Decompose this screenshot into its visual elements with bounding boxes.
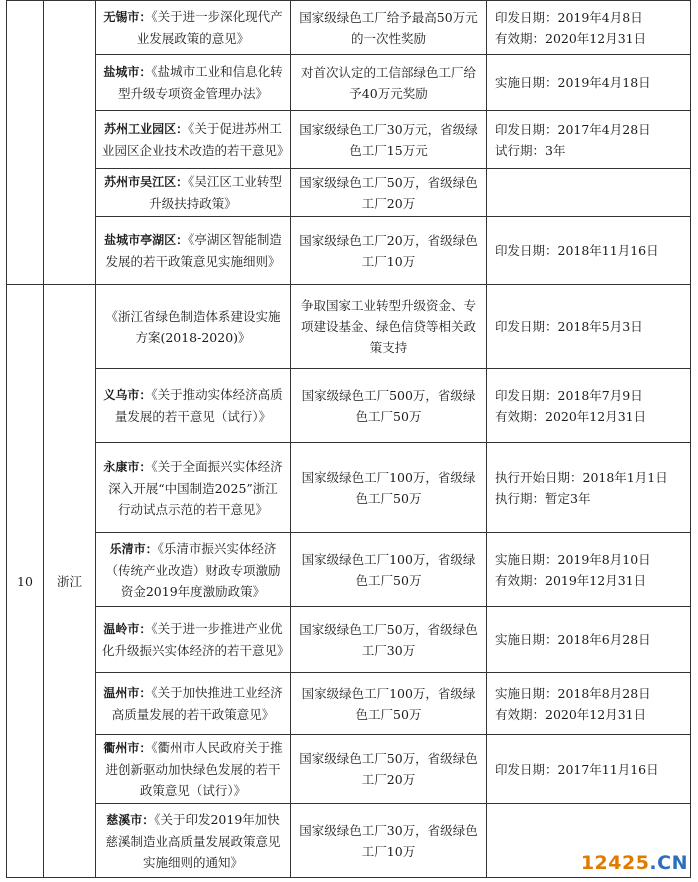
date-line: 有效期：2020年12月31日	[495, 30, 647, 46]
table-row	[7, 169, 691, 217]
support-cell: 国家级绿色工厂100万，省级绿色工厂50万	[291, 443, 487, 533]
support-cell: 国家级绿色工厂500万，省级绿色工厂50万	[291, 369, 487, 443]
date-line: 有效期：2020年12月31日	[495, 706, 647, 722]
policy-cell	[96, 55, 291, 111]
policy-cell	[96, 369, 291, 443]
date-line: 印发日期：2018年11月16日	[495, 243, 659, 258]
policy-title: 《亭湖区智能制造发展的若干政策意见实施细则》	[105, 232, 282, 269]
support-cell: 对首次认定的工信部绿色工厂给予40万元奖励	[291, 55, 487, 111]
city-label: 温州市：	[103, 686, 152, 700]
policy-title: 《乐清市振兴实体经济（传统产业改造）财政专项激励资金2019年度激励政策》	[105, 540, 281, 599]
date-cell	[487, 735, 691, 804]
policy-cell	[96, 735, 291, 804]
city-label: 慈溪市：	[106, 812, 155, 827]
support-cell: 国家级绿色工厂30万元，省级绿色工厂15万元	[291, 111, 487, 169]
date-line: 印发日期：2018年5月3日	[495, 319, 643, 334]
date-cell	[487, 169, 691, 217]
table-row	[7, 111, 691, 169]
policy-cell	[96, 804, 291, 878]
date-cell	[487, 1, 691, 55]
table-row	[7, 55, 691, 111]
support-cell: 国家级绿色工厂100万，省级绿色工厂50万	[291, 533, 487, 607]
support-cell: 国家级绿色工厂50万，省级绿色工厂30万	[291, 607, 487, 673]
policy-title: 《衢州市人民政府关于推进创新驱动加快绿色发展的若干政策意见（试行）》	[105, 740, 283, 798]
date-line: 实施日期：2018年8月28日	[495, 685, 651, 701]
table-row	[7, 369, 691, 443]
date-cell	[487, 673, 691, 735]
policy-cell	[96, 285, 291, 369]
policy-title: 《浙江省绿色制造体系建设实施方案(2018-2020)》	[105, 308, 281, 345]
city-label: 苏州市吴江区：	[104, 175, 189, 189]
policy-title: 《关于促进苏州工业园区企业技术改造的若干意见》	[102, 121, 290, 158]
support-cell: 国家级绿色工厂50万，省级绿色工厂20万	[291, 735, 487, 804]
policy-title: 《吴江区工业转型升级扶持政策》	[149, 174, 282, 211]
policy-table-body	[7, 1, 691, 878]
row-number-cell: 10	[7, 285, 44, 878]
date-cell	[487, 607, 691, 673]
date-cell	[487, 369, 691, 443]
city-label: 义乌市：	[103, 388, 152, 402]
policy-title: 《关于全面振兴实体经济深入开展“中国制造2025”浙江行动试点示范的若干意见》	[108, 458, 283, 517]
date-cell	[487, 533, 691, 607]
policy-title: 《关于进一步推进产业优化升级振兴实体经济的若干意见》	[102, 621, 290, 658]
support-cell: 国家级绿色工厂给予最高50万元的一次性奖励	[291, 1, 487, 55]
table-row	[7, 533, 691, 607]
date-cell	[487, 443, 691, 533]
city-label: 无锡市：	[103, 10, 152, 24]
policy-cell	[96, 443, 291, 533]
table-row	[7, 217, 691, 285]
date-cell	[487, 285, 691, 369]
city-label: 盐城市亭湖区：	[104, 233, 189, 247]
date-line: 印发日期：2017年4月28日	[495, 121, 651, 137]
date-line: 印发日期：2017年11月16日	[495, 761, 659, 777]
table-row	[7, 285, 691, 369]
date-line: 印发日期：2018年7月9日	[495, 387, 643, 403]
policy-cell	[96, 533, 291, 607]
policy-table	[6, 0, 691, 878]
city-label: 永康市：	[103, 459, 152, 474]
policy-cell	[96, 607, 291, 673]
policy-cell	[96, 1, 291, 55]
table-row	[7, 1, 691, 55]
support-cell: 争取国家工业转型升级资金、专项建设基金、绿色信贷等相关政策支持	[291, 285, 487, 369]
policy-cell	[96, 169, 291, 217]
date-line: 执行期：暂定3年	[495, 490, 591, 506]
support-cell: 国家级绿色工厂30万，省级绿色工厂10万	[291, 804, 487, 878]
city-label: 衢州市：	[103, 741, 152, 755]
policy-title: 《关于进一步深化现代产业发展政策的意见》	[136, 9, 283, 46]
policy-cell	[96, 111, 291, 169]
date-cell	[487, 55, 691, 111]
date-line: 有效期：2020年12月31日	[495, 408, 647, 424]
date-line: 有效期：2019年12月31日	[495, 572, 647, 588]
date-cell	[487, 217, 691, 285]
date-line: 实施日期：2019年4月18日	[495, 75, 651, 90]
city-label: 乐清市：	[109, 541, 158, 556]
date-line: 执行开始日期：2018年1月1日	[495, 469, 668, 485]
date-line: 试行期：3年	[495, 142, 566, 158]
row-number-cell	[7, 1, 44, 285]
table-row	[7, 673, 691, 735]
table-row	[7, 735, 691, 804]
support-cell: 国家级绿色工厂20万，省级绿色工厂10万	[291, 217, 487, 285]
province-cell: 浙江	[44, 285, 96, 878]
policy-title: 《关于加快推进工业经济高质量发展的若干政策意见》	[111, 685, 283, 722]
table-row	[7, 443, 691, 533]
policy-cell	[96, 673, 291, 735]
city-label: 盐城市：	[103, 65, 152, 79]
city-label: 温岭市：	[103, 622, 152, 636]
policy-cell	[96, 217, 291, 285]
date-cell	[487, 111, 691, 169]
policy-title: 《关于推动实体经济高质量发展的若干意见（试行）》	[114, 387, 283, 424]
site-watermark: 12425.CN	[580, 852, 688, 874]
support-cell: 国家级绿色工厂50万，省级绿色工厂20万	[291, 169, 487, 217]
date-line: 实施日期：2018年6月28日	[495, 632, 651, 647]
policy-title: 《盐城市工业和信息化转型升级专项资金管理办法》	[117, 64, 283, 101]
date-line: 实施日期：2019年8月10日	[495, 551, 651, 567]
date-line: 印发日期：2019年4月8日	[495, 9, 643, 25]
support-cell: 国家级绿色工厂100万，省级绿色工厂50万	[291, 673, 487, 735]
policy-title: 《关于印发2019年加快慈溪制造业高质量发展政策意见实施细则的通知》	[105, 811, 281, 870]
table-row	[7, 607, 691, 673]
city-label: 苏州工业园区：	[104, 122, 189, 136]
province-cell	[44, 1, 96, 285]
